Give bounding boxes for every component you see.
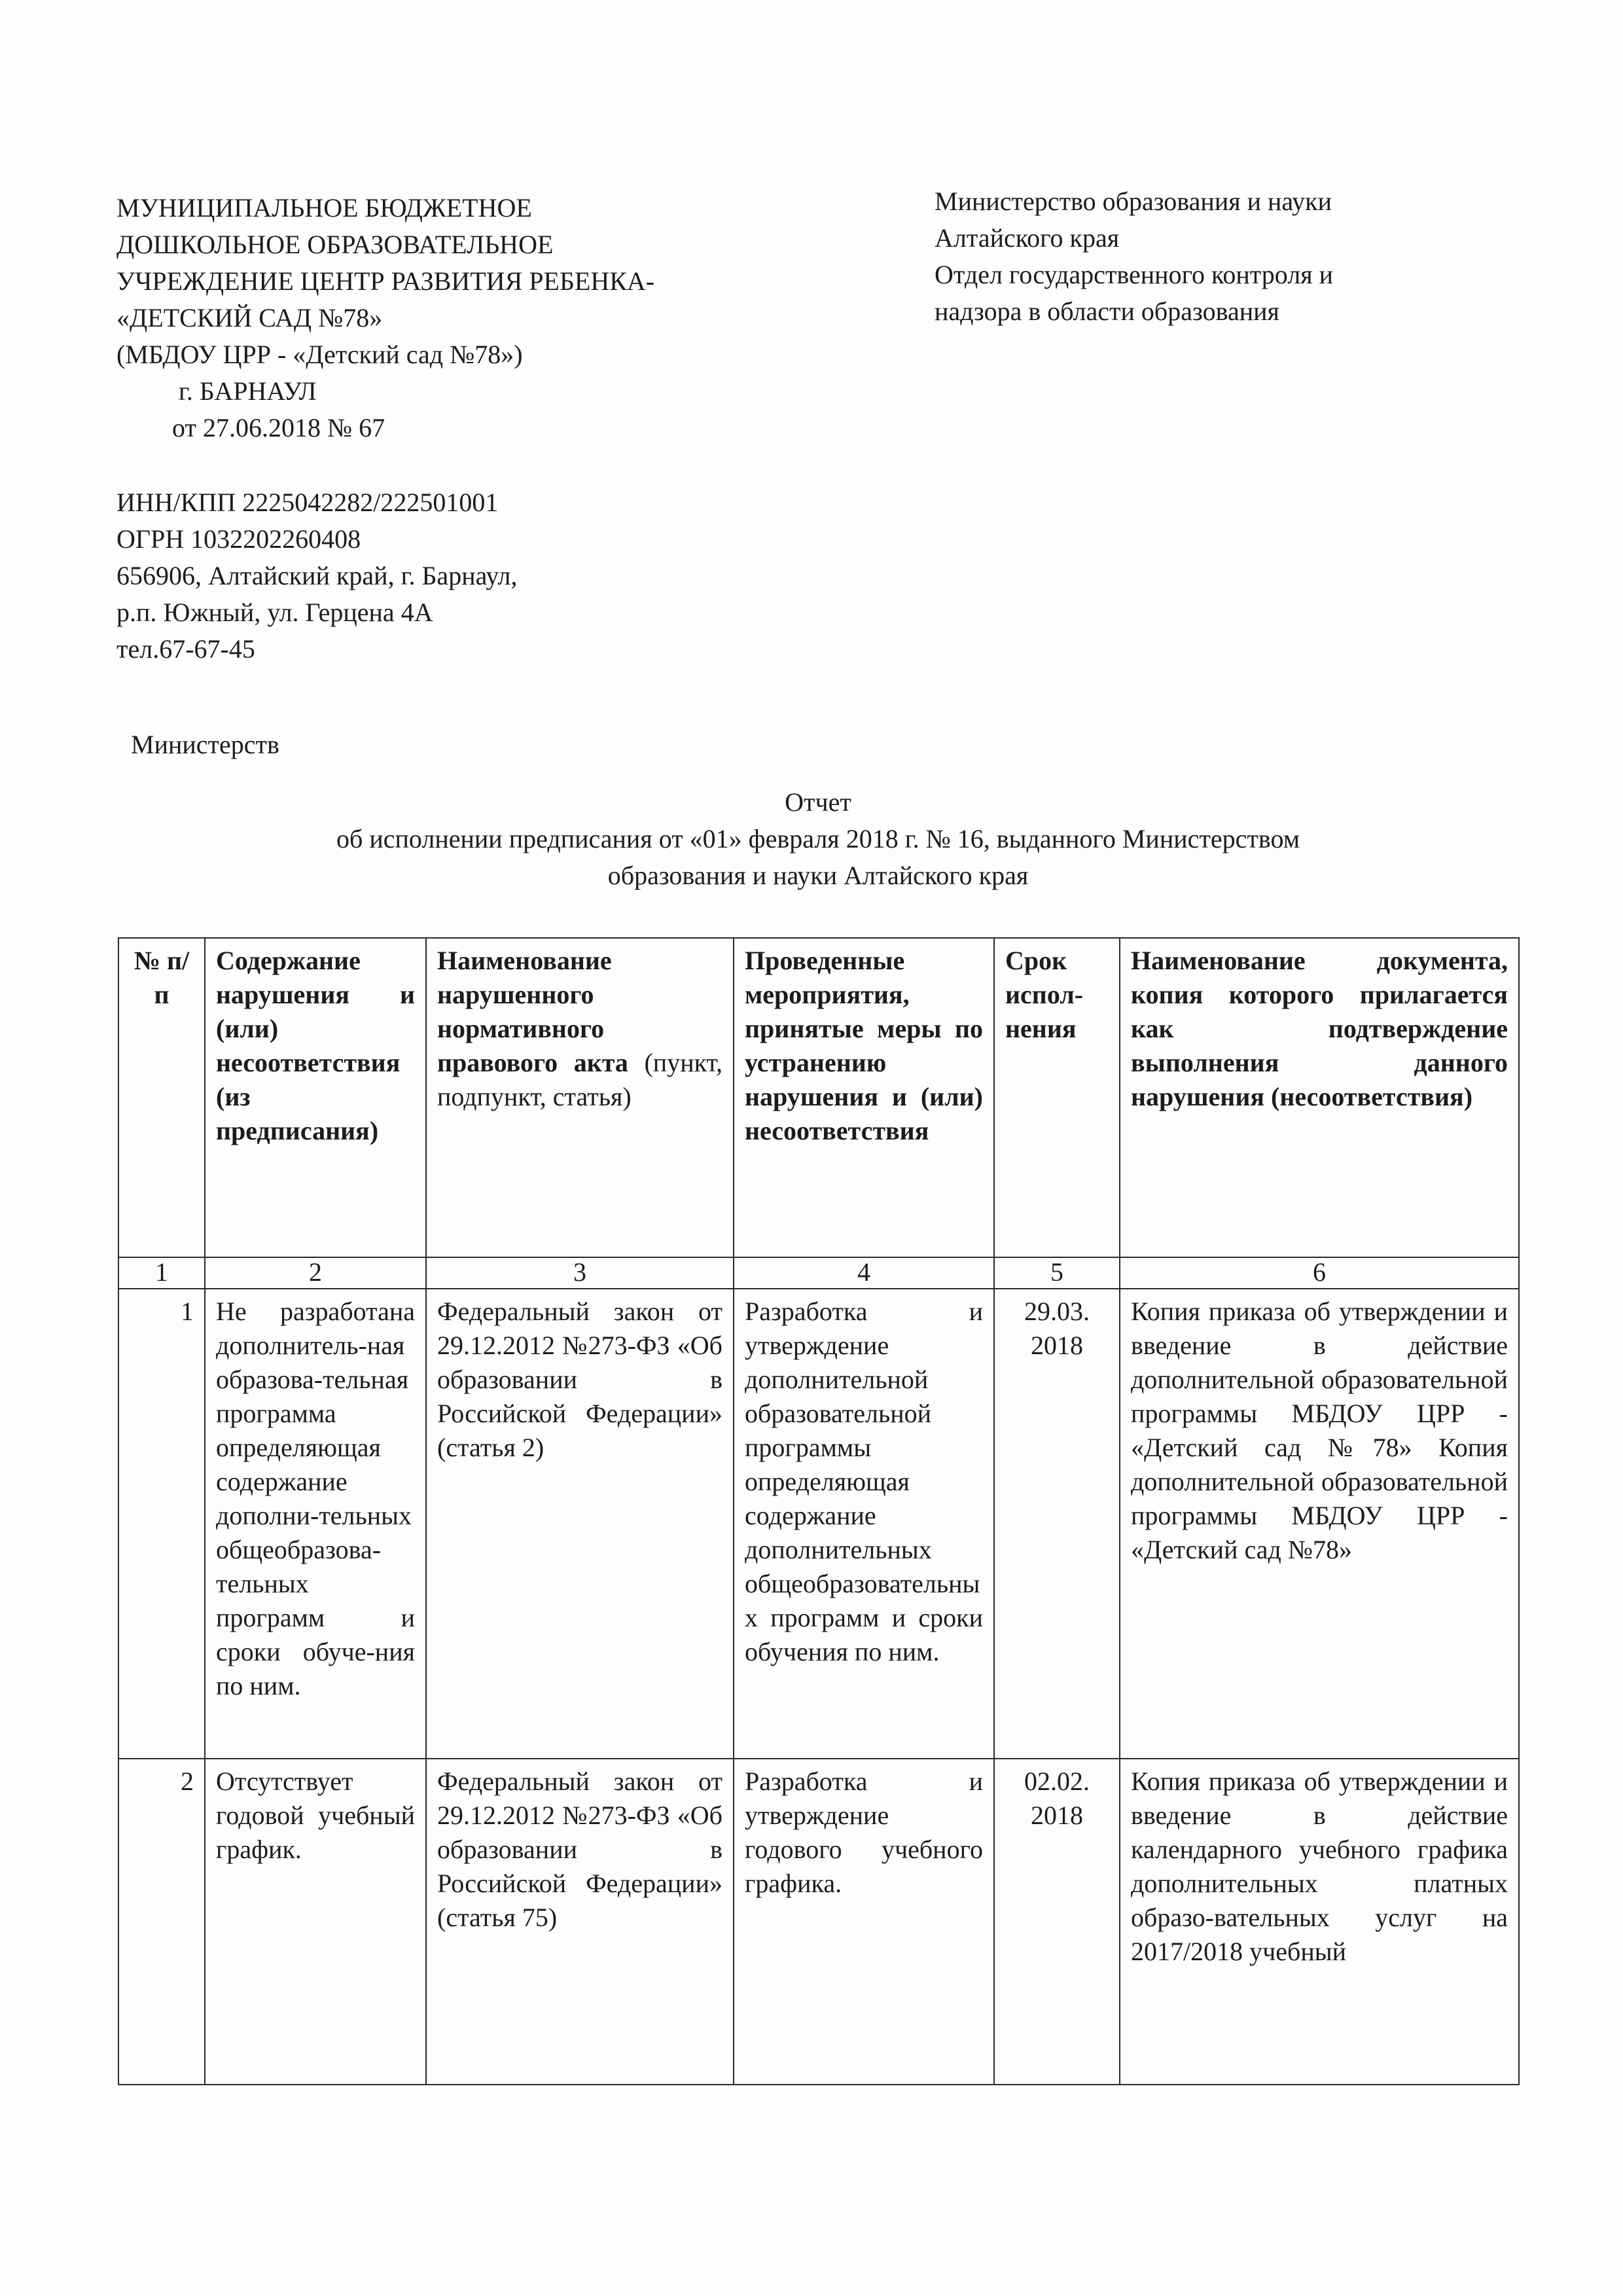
- sender-line: ДОШКОЛЬНОЕ ОБРАЗОВАТЕЛЬНОЕ: [116, 230, 554, 259]
- row-violation: Не разработана дополнитель-ная образова-тельная программа определяющая содержание дополни-тельных общеобразова-тельных программ и сроки обуче-ния по ним.: [205, 1289, 426, 1759]
- table-row: [118, 1289, 1519, 1759]
- sender-line: УЧРЕЖДЕНИЕ ЦЕНТР РАЗВИТИЯ РЕБЕНКА-: [116, 266, 655, 296]
- column-number: 4: [734, 1257, 994, 1289]
- row-measures: Разработка и утверждение дополнительной образовательной программы определяющая содержание дополнительных общеобразовательных программ и сроки обучения по ним.: [734, 1289, 994, 1759]
- row-document: Копия приказа об утверждении и введение в действие календарного учебного графика дополнительных платных образо-вательных услуг на 2017/2018 учебный: [1120, 1759, 1519, 2085]
- header-violation: Содержание нарушения и (или) несоответствия (из предписания): [205, 938, 426, 1257]
- row-deadline: 02.02. 2018: [994, 1759, 1120, 2085]
- row-violation: Отсутствует годовой учебный график.: [205, 1759, 426, 2085]
- recipient-line: Министерство образования и науки: [935, 187, 1332, 216]
- row-document: Копия приказа об утверждении и введение в действие дополнительной образовательной программы МБДОУ ЦРР - «Детский сад №78» Копия дополнительной образовательной программы МБДОУ ЦРР - «Детский сад №78»: [1120, 1289, 1519, 1759]
- requisites-block: [116, 484, 518, 668]
- sender-block: [116, 190, 823, 446]
- stray-text: Министерств: [131, 730, 279, 759]
- recipient-line: Отдел государственного контроля и: [935, 260, 1334, 289]
- sender-line: «ДЕТСКИЙ САД №78»: [116, 303, 383, 332]
- header-deadline: Срок испол-нения: [994, 938, 1120, 1257]
- row-legal-act: Федеральный закон от 29.12.2012 №273-ФЗ «Об образовании в Российской Федерации» (статья 2): [426, 1289, 734, 1759]
- report-title: Отчет: [785, 787, 851, 817]
- header-legal-act: [426, 938, 734, 1257]
- row-measures: Разработка и утверждение годового учебного графика.: [734, 1759, 994, 2085]
- table-row: [118, 1759, 1519, 2085]
- column-number: 1: [118, 1257, 205, 1289]
- requisites-line: ОГРН 1032202260408: [116, 524, 361, 554]
- requisites-line: 656906, Алтайский край, г. Барнаул,: [116, 561, 518, 590]
- header-document: Наименование документа, копия которого прилагается как подтверждение выполнения данного нарушения (несоответствия): [1120, 938, 1519, 1257]
- requisites-line: тел.67-67-45: [116, 634, 255, 664]
- header-number: № п/п: [118, 938, 205, 1257]
- header-measures: Проведенные мероприятия, принятые меры по устранению нарушения и (или) несоответствия: [734, 938, 994, 1257]
- column-numbers-row: [118, 1257, 1519, 1289]
- outgoing-number: от 27.06.2018 № 67: [172, 413, 385, 442]
- row-number: 2: [118, 1759, 205, 2085]
- header-legal-act-note: (пункт, подпункт, статья): [437, 1048, 722, 1111]
- report-subtitle: образования и науки Алтайского края: [607, 861, 1029, 890]
- column-number: 3: [426, 1257, 734, 1289]
- row-number: 1: [118, 1289, 205, 1759]
- violations-table: [118, 937, 1520, 2085]
- recipient-block: [935, 183, 1589, 330]
- column-number: 6: [1120, 1257, 1519, 1289]
- sender-line: МУНИЦИПАЛЬНОЕ БЮДЖЕТНОЕ: [116, 193, 532, 223]
- sender-city: г. БАРНАУЛ: [179, 376, 317, 406]
- column-number: 2: [205, 1257, 426, 1289]
- recipient-line: Алтайского края: [935, 223, 1120, 253]
- column-number: 5: [994, 1257, 1120, 1289]
- table-header-row: [118, 938, 1519, 1257]
- row-deadline: 29.03. 2018: [994, 1289, 1120, 1759]
- recipient-line: надзора в области образования: [935, 296, 1279, 326]
- report-subtitle: об исполнении предписания от «01» февраля 2018 г. № 16, выданного Министерством: [336, 824, 1300, 853]
- sender-line: (МБДОУ ЦРР - «Детский сад №78»): [116, 340, 523, 369]
- row-legal-act: Федеральный закон от 29.12.2012 №273-ФЗ «Об образовании в Российской Федерации» (статья 75): [426, 1759, 734, 2085]
- requisites-line: р.п. Южный, ул. Герцена 4А: [116, 598, 433, 627]
- report-heading: [118, 784, 1518, 894]
- requisites-line: ИНН/КПП 2225042282/222501001: [116, 488, 499, 517]
- header-legal-act-bold: Наименование нарушенного нормативного правового акта: [437, 946, 628, 1077]
